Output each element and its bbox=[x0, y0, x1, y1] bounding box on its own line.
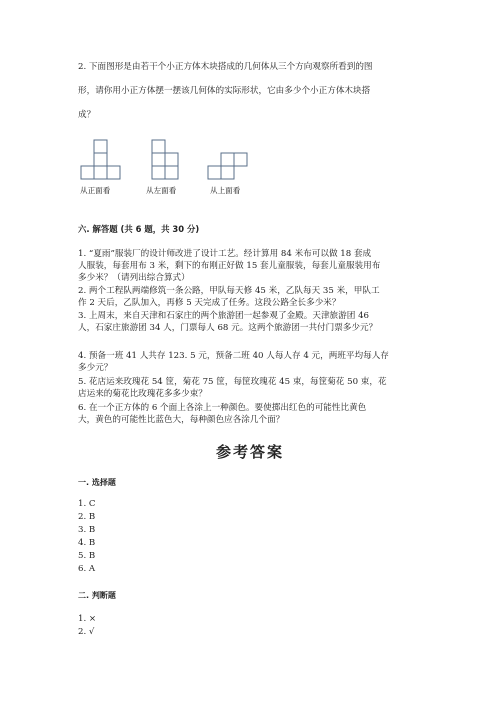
problem6-line1: 6. 在一个正方体的 6 个面上各涂上一种颜色。要使掷出红色的可能性比黄色 bbox=[78, 403, 367, 413]
front-view-diagram bbox=[78, 138, 124, 184]
problem1-line2: 人服装，每套用布 3 米，剩下的布刚正好做 15 套儿童服装，每套儿童服装用布 bbox=[78, 261, 381, 271]
answer-item: 5. B bbox=[78, 551, 96, 561]
q2-line-1: 2. 下面图形是由若干个小正方体木块搭成的几何体从三个方向观察所看到的图 bbox=[78, 62, 373, 72]
problem5-line2: 店运来的菊花比玫瑰花多多少束？ bbox=[78, 389, 207, 399]
answers-title: 参考答案 bbox=[215, 443, 284, 461]
top-view-diagram bbox=[205, 138, 261, 184]
answers-section1-heading: 一. 选择题 bbox=[78, 478, 116, 487]
problem1-line3: 多少米？（请列出综合算式） bbox=[78, 273, 190, 283]
problem3-line1: 3. 上周末，来自天津和石家庄的两个旅游团一起参观了金殿。天津旅游团 46 bbox=[78, 311, 370, 321]
q2-line-2: 形，请你用小正方体摆一摆该几何体的实际形状，它由多少个小正方体木块搭 bbox=[78, 86, 371, 96]
left-view-figure bbox=[144, 138, 190, 184]
problem4-line1: 4. 预备一班 41 人共存 123. 5 元，预备二班 40 人每人存 4 元，两班平均每人存 bbox=[78, 351, 389, 361]
answer-item: 2. B bbox=[78, 512, 96, 522]
answers-section2-heading: 二. 判断题 bbox=[78, 591, 116, 600]
section6-heading: 六. 解答题 (共 6 题，共 30 分) bbox=[78, 224, 200, 234]
problem1-line1: 1. “夏雨”服装厂的设计师改进了设计工艺。经计算用 84 米布可以做 18 套成 bbox=[78, 249, 372, 259]
left-view-diagram bbox=[144, 138, 190, 184]
answer-item: 3. B bbox=[78, 525, 96, 535]
answer-item: 1. × bbox=[78, 614, 97, 624]
top-view-label: 从上面看 bbox=[210, 186, 241, 195]
problem5-line1: 5. 花店运来玫瑰花 54 筐，菊花 75 筐，每筐玫瑰花 45 束，每筐菊花 50 束，花 bbox=[78, 377, 387, 387]
q2-line-3: 成？ bbox=[78, 110, 96, 120]
answer-item: 1. C bbox=[78, 499, 96, 509]
answer-item: 2. √ bbox=[78, 627, 95, 637]
answer-item: 6. A bbox=[78, 564, 96, 574]
top-view-figure bbox=[205, 138, 261, 184]
front-view-label: 从正面看 bbox=[80, 186, 111, 195]
problem2-line1: 2. 两个工程队两端修筑一条公路，甲队每天修 45 米，乙队每天 35 米，甲队工 bbox=[78, 286, 380, 296]
front-view-figure bbox=[78, 138, 124, 184]
problem2-line2: 作 2 天后，乙队加入，再修 5 天完成了任务。这段公路全长多少米？ bbox=[78, 298, 341, 308]
problem6-line2: 大，黄色的可能性比蓝色大，每种颜色应各涂几个面？ bbox=[78, 415, 285, 425]
problem4-line2: 多少元？ bbox=[78, 363, 113, 373]
answer-item: 4. B bbox=[78, 538, 96, 548]
problem3-line2: 人，石家庄旅游团 34 人，门票每人 68 元。这两个旅游团一共付门票多少元？ bbox=[78, 323, 378, 333]
left-view-label: 从左面看 bbox=[146, 186, 177, 195]
